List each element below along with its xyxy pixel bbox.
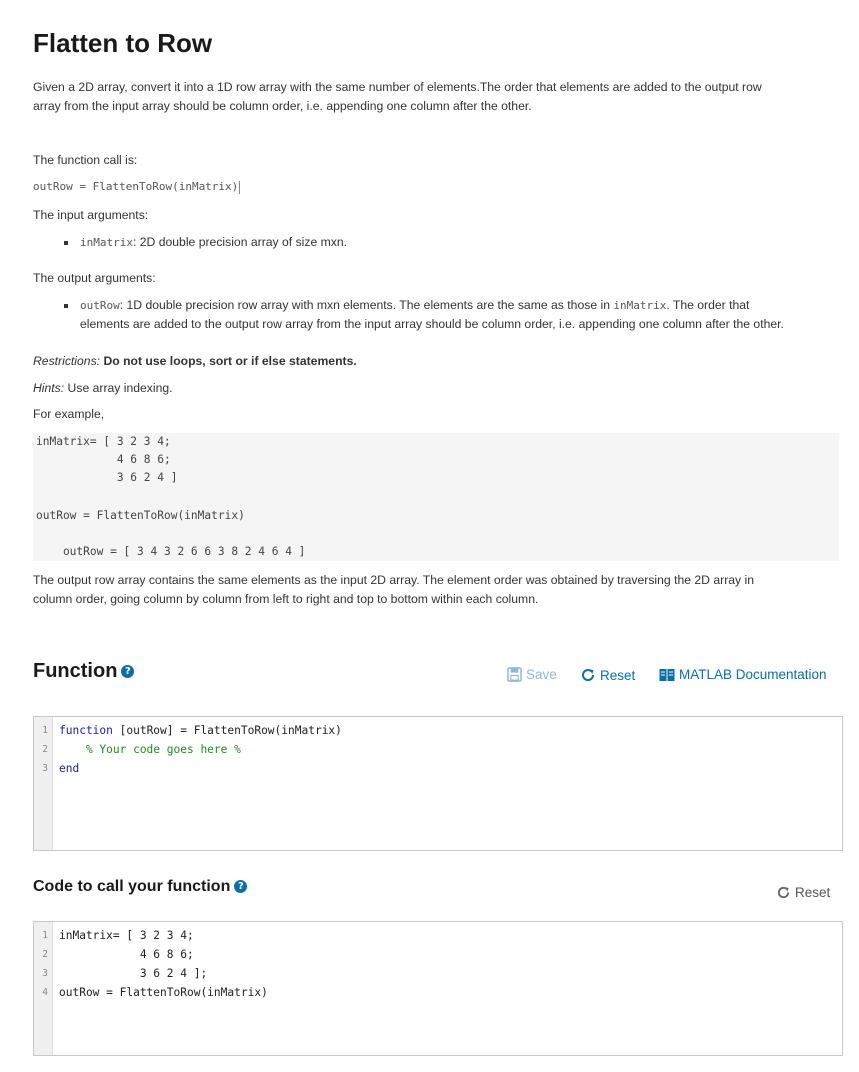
function-code-editor[interactable]	[33, 716, 843, 851]
example-line: 4 6 8 6;	[36, 453, 171, 466]
code-comment: % Your code goes here %	[59, 743, 241, 756]
matlab-documentation-link[interactable]	[659, 667, 827, 682]
save-button[interactable]	[507, 667, 557, 682]
output-arg-desc-2: . The order that	[666, 298, 750, 312]
page-title: Flatten to Row	[33, 28, 213, 58]
line-number: 2	[42, 949, 48, 960]
bullet-icon	[64, 304, 68, 308]
example-code-block	[33, 433, 839, 561]
reset-button[interactable]	[580, 667, 635, 683]
line-number: 4	[42, 987, 48, 998]
restrictions-text: Do not use loops, sort or if else statements.	[103, 354, 357, 368]
floppy-disk-icon	[507, 667, 522, 682]
code-keyword: end	[59, 762, 80, 775]
help-icon[interactable]: ?	[121, 665, 134, 678]
help-icon[interactable]: ?	[234, 880, 247, 893]
description-line-2: array from the input array should be column order, i.e. appending one column after the other.	[33, 99, 532, 113]
line-number-gutter	[34, 922, 53, 1055]
call-code-text: outRow = FlattenToRow(inMatrix)	[33, 180, 239, 193]
call-code	[33, 180, 240, 194]
line-number: 3	[42, 763, 48, 774]
example-line: 3 6 2 4 ]	[36, 471, 178, 484]
save-label: Save	[526, 667, 557, 682]
book-icon	[659, 668, 675, 682]
reset-icon	[580, 667, 596, 683]
line-number: 2	[42, 744, 48, 755]
output-label: The output arguments:	[33, 271, 156, 285]
example-label: For example,	[33, 407, 105, 421]
line-number-gutter	[34, 717, 53, 850]
description	[33, 78, 813, 116]
conclusion	[33, 571, 813, 609]
text-cursor	[239, 181, 240, 194]
reset-label: Reset	[795, 885, 831, 900]
hints-text: Use array indexing.	[67, 381, 173, 395]
code-line	[59, 724, 342, 737]
input-arg-name: inMatrix	[80, 236, 133, 249]
call-section-title	[33, 878, 247, 896]
input-label: The input arguments:	[33, 208, 149, 222]
output-arg-ref: inMatrix	[613, 299, 667, 312]
line-number: 1	[42, 725, 48, 736]
bullet-icon	[64, 241, 68, 245]
code-line: outRow = FlattenToRow(inMatrix)	[59, 986, 268, 999]
example-line: outRow = FlattenToRow(inMatrix)	[36, 509, 245, 522]
line-number: 1	[42, 930, 48, 941]
code-line: inMatrix= [ 3 2 3 4;	[59, 929, 194, 942]
function-title-text: Function	[33, 660, 118, 682]
code-line: 4 6 8 6;	[59, 948, 194, 961]
reset-icon	[776, 885, 791, 900]
input-arg-item	[80, 233, 820, 252]
reset-call-button[interactable]	[776, 885, 830, 900]
reset-label: Reset	[600, 667, 636, 683]
output-arg-desc-line2: elements are added to the output row array from the input array should be column order, i.e. appending one column after the other.	[80, 317, 784, 331]
code-text: [outRow] = FlattenToRow(inMatrix)	[112, 724, 342, 737]
call-label: The function call is:	[33, 153, 138, 167]
description-line-1: Given a 2D array, convert it into a 1D row array with the same number of elements.The order that elements are added to the output row	[33, 80, 762, 94]
line-number: 3	[42, 968, 48, 979]
code-line: 3 6 2 4 ];	[59, 967, 208, 980]
hints-label: Hints:	[33, 381, 65, 395]
example-line: inMatrix= [ 3 2 3 4;	[36, 435, 171, 448]
input-arg-desc: : 2D double precision array of size mxn.	[132, 235, 348, 249]
call-title-text: Code to call your function	[33, 878, 231, 895]
hints	[33, 379, 813, 398]
output-arg-name: outRow	[80, 299, 120, 312]
docs-label: MATLAB Documentation	[679, 667, 827, 682]
output-arg-desc-1: : 1D double precision row array with mxn elements. The elements are the same as those in	[119, 298, 614, 312]
restrictions	[33, 352, 813, 371]
restrictions-label: Restrictions:	[33, 354, 101, 368]
example-line: outRow = [ 3 4 3 2 6 6 3 8 2 4 6 4 ]	[36, 545, 306, 558]
conclusion-line-2: column order, going column by column from left to right and top to bottom within each column.	[33, 592, 539, 606]
code-keyword: function	[59, 724, 113, 737]
function-section-title	[33, 660, 134, 683]
conclusion-line-1: The output row array contains the same elements as the input 2D array. The element order was obtained by traversing the 2D array in	[33, 573, 755, 587]
output-arg-item	[80, 296, 820, 334]
call-code-editor[interactable]	[33, 921, 843, 1056]
